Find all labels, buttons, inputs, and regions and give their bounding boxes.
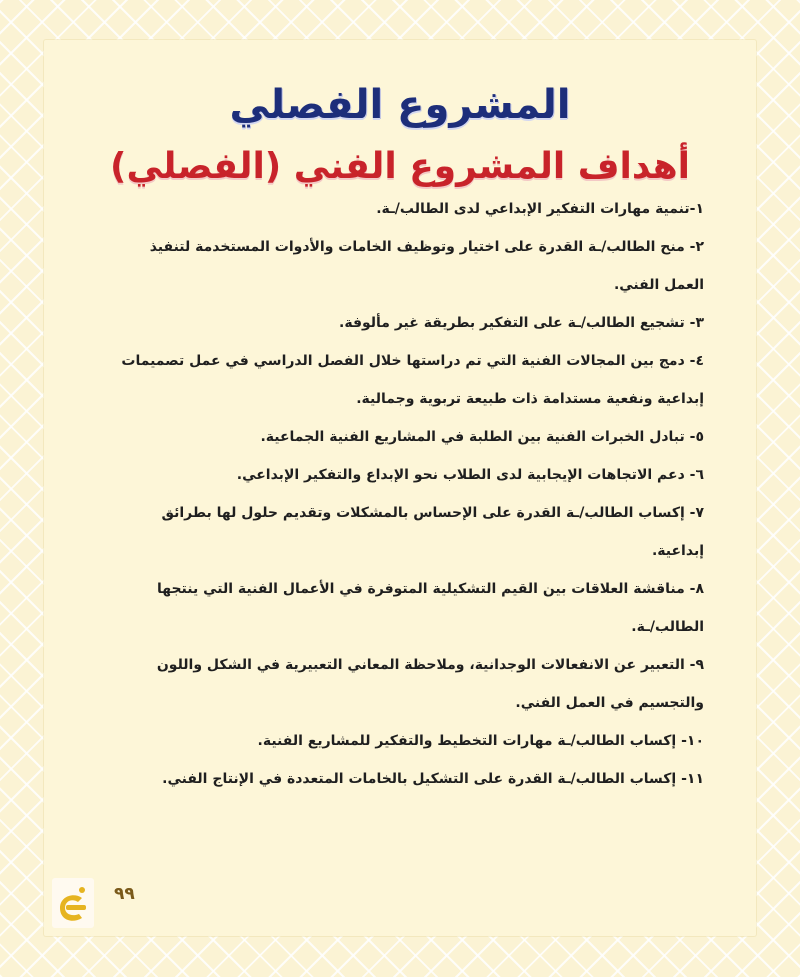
objective-item: ١-تنمية مهارات التفكير الإبداعي لدى الطالب/ـة. [376,201,704,217]
objective-item: ١١- إكساب الطالب/ـة القدرة على التشكيل بالخامات المتعددة في الإنتاج الفني. [162,771,704,787]
page-number: ٩٩ [114,884,135,904]
objective-item: ٥- تبادل الخبرات الفنية بين الطلبة في المشاريع الفنية الجماعية. [260,429,704,445]
objective-item: ٢- منح الطالب/ـة القدرة على اختيار وتوظيف الخامات والأدوات المستخدمة لتنفيذ العمل الفني. [149,239,704,293]
objective-item: ٦- دعم الاتجاهات الإيجابية لدى الطلاب نحو الإبداع والتفكير الإبداعي. [236,467,704,483]
objective-item: ١٠- إكساب الطالب/ـة مهارات التخطيط والتفكير للمشاريع الفنية. [257,733,704,749]
page-subtitle: أهداف المشروع الفني (الفصلي) [110,146,690,187]
objectives-list [108,190,704,798]
objective-item: ٨- مناقشة العلاقات بين القيم التشكيلية المتوفرة في الأعمال الفنية التي ينتجها الطالب/ـة. [156,581,704,635]
objective-item: ٩- التعبير عن الانفعالات الوجدانية، وملاحظة المعاني التعبيرية في الشكل واللون والتجسيم في العمل الفني. [156,657,704,711]
book-logo-icon [52,878,94,928]
page-title: المشروع الفصلي [229,82,571,128]
objective-item: ٤- دمج بين المجالات الفنية التي تم دراستها خلال الفصل الدراسي في عمل تصميمات إبداعية ونفعية مستدامة ذات طبيعة تربوية وجمالية. [121,353,704,407]
objective-item: ٧- إكساب الطالب/ـة القدرة على الإحساس بالمشكلات وتقديم حلول لها بطرائق إبداعية. [161,505,704,559]
objective-item: ٣- تشجيع الطالب/ـة على التفكير بطريقة غير مألوفة. [339,315,704,331]
